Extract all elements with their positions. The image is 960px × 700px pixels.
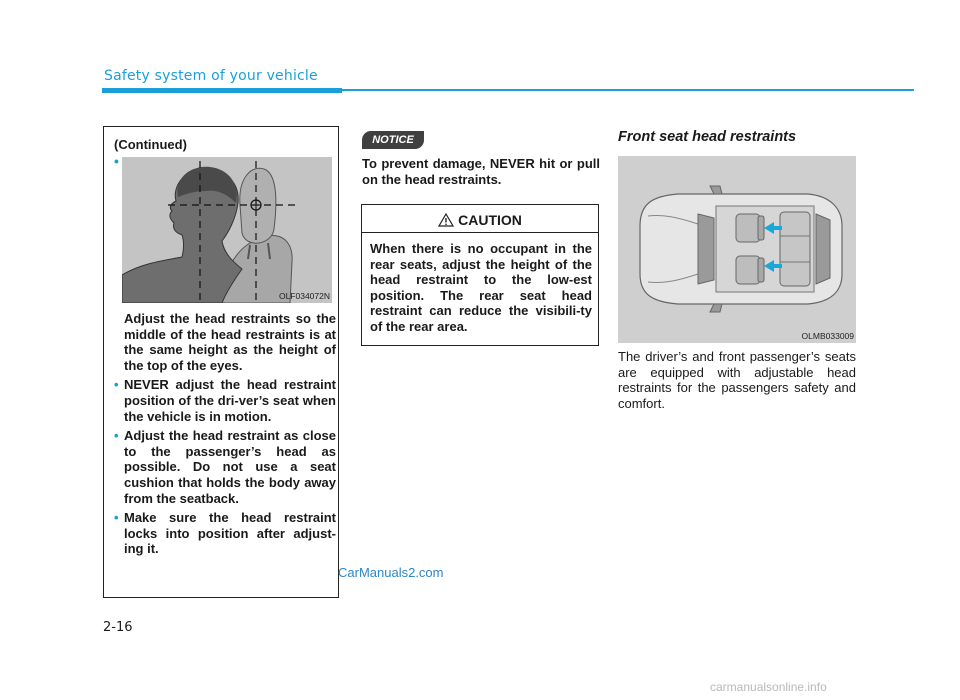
head-restraint-illustration (122, 157, 332, 303)
figure-code: OLMB033009 (801, 331, 854, 341)
vehicle-top-view-figure (618, 156, 856, 343)
body-text: The driver’s and front passenger’s seats are equipped with adjustable head restraints for the passengers safety and comfort. (618, 349, 856, 411)
caution-text: When there is no occupant in the rear seats, adjust the height of the head restraint to the low-est position. The rear seat head restraint can reduce the visibili-ty of the rear area. (370, 241, 592, 334)
caution-box (361, 204, 599, 346)
page-number: 2-16 (103, 620, 133, 635)
caution-title: CAUTION (458, 212, 522, 228)
bullet-icon: • (114, 153, 119, 169)
section-header-title: Safety system of your vehicle (104, 68, 318, 84)
header-accent-bar (102, 88, 342, 93)
header-rule (342, 89, 914, 91)
warning-item-text: NEVER adjust the head restraint position of the dri-ver’s seat when the vehicle is in motion. (124, 377, 336, 424)
first-bullet-text: Adjust the head restraints so the middle of the head restraints is at the same height as the height of the top of the eyes. (124, 311, 336, 373)
warning-triangle-icon (438, 213, 454, 227)
section-heading: Front seat head restraints (618, 129, 797, 145)
head-restraint-figure (122, 157, 332, 303)
watermark-link[interactable]: CarManuals2.com (338, 565, 444, 580)
bullet-icon: • (114, 510, 119, 526)
bullet-icon: • (114, 428, 119, 444)
figure-code: OLF034072N (278, 291, 330, 301)
notice-badge: NOTICE (362, 131, 424, 149)
warning-item-text: Adjust the head restraint as close to the passenger’s head as possible. Do not use a seat cushion that holds the body away from the seatback. (124, 428, 336, 506)
continued-warning-box (103, 126, 339, 598)
warning-list-item (114, 510, 336, 557)
footer-watermark: carmanualsonline.info (710, 680, 827, 694)
vehicle-top-view-illustration (618, 156, 856, 343)
continued-label: (Continued) (114, 137, 187, 152)
warning-text (114, 311, 336, 561)
notice-text: To prevent damage, NEVER hit or pull on the head restraints. (362, 156, 600, 187)
caution-header (362, 205, 598, 233)
warning-list-item (114, 428, 336, 506)
bullet-icon: • (114, 377, 119, 393)
warning-item-text: Make sure the head restraint locks into position after adjust-ing it. (124, 510, 336, 557)
warning-list-item (114, 377, 336, 424)
